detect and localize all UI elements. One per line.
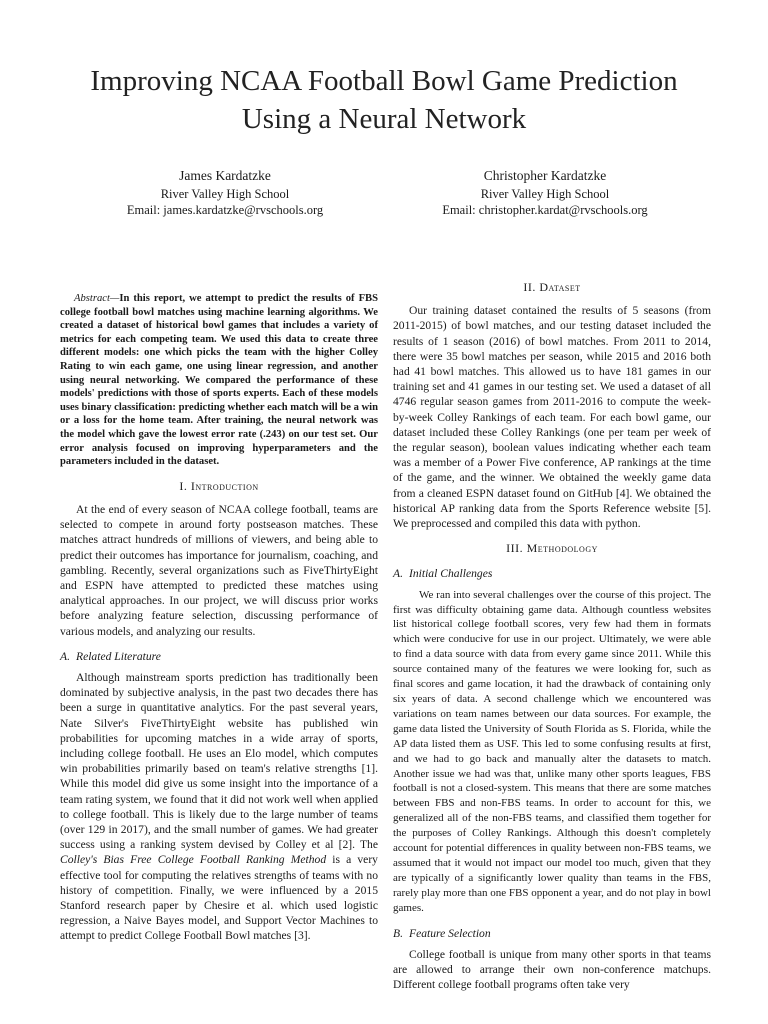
- author-email: Email: james.kardatzke@rvschools.org: [126, 203, 324, 217]
- subsection-heading-related-literature: [60, 649, 378, 664]
- section-heading-introduction: I. Introduction: [179, 478, 259, 493]
- author-1: [100, 168, 350, 218]
- section-heading-dataset: II. Dataset: [523, 280, 581, 294]
- initial-challenges-paragraph: We ran into several challenges over the course of this project. The first was difficulty obtaining game data. Although countless websites list historical college football scores, very few had them in formats which were conducive for use in our project. Ultimately, we were able to find a data source with data from every game since 2011. While this source contained many of the features we were looking for, such as final scores and game location, it had the drawback of containing only six years of data. A second challenge which we encountered was variations on team names between our data sources. For example, the game data listed the University of South Florida as S. Florida, while the AP data listed them as USF. This led to some confusing results at first, and we had to go back and manually alter the datasets to match. Another issue we had was that, unlike many other sports leagues, FBS football is not a closed-system. This means that there are some matches between FBS and non-FBS teams. In order to account for this, we generalized all of the non-FBS teams, and classified them together for the purposes of Colley Rankings. Although this doesn't completely account for potential differences in quality between non-FBS teams, we assumed that it would not impact our model too much, given that they are typically of a significantly lower quality than teams in the FBS, rarely play more than one FBS opponent a year, and do not play in bowl games.: [393, 588, 711, 914]
- section-heading-methodology: III. Methodology: [506, 541, 598, 556]
- title-line-1: Improving NCAA Football Bowl Game Prediction: [90, 65, 678, 97]
- author-email: Email: christopher.kardat@rvschools.org: [442, 203, 648, 217]
- abstract: [60, 292, 378, 469]
- abstract-text: In this report, we attempt to predict the results of FBS college football bowl matches using machine learning algorithms. We created a dataset of historical bowl games that includes a variety of metrics for each competing team. We used this data to create three different models: one which picks the team with the higher Colley Rating to win each game, one using linear regression, and another using neural networking. We compared the performance of these models' predictions with those of sports experts. Each of these models uses binary classification: predicting whether each match will be a win or a loss for the home team. After training, the neural network was the model which gave the lowest error rate (.243) on our test set. Our error analysis focused on improving hyperparameters and the parameters included in the dataset.: [60, 293, 379, 468]
- author-name: Christopher Kardatzke: [483, 168, 607, 183]
- author-affiliation: River Valley High School: [160, 187, 290, 201]
- paper-title: [40, 62, 728, 138]
- author-2: [420, 168, 670, 218]
- subsection-title: Related Literature: [75, 649, 161, 663]
- related-text-part-1: Although mainstream sports prediction has traditionally been dominated by subjective analysis, in the past two decades there has been a surge in quantitative analytics. For the past several years, Nate Silver's FiveThirtyEight website has published win probabilities for upcoming matches in a wide array of sports, including college football. He uses an Elo model, which computes win probabilities primarily based on team's relative strengths [1]. While this model did give us some insight into the importance of a team rating system, we found that it did not work well when applied to college football. This is likely due to the large number of teams (over 129 in 2017), and the small number of games. We had greater success using a ranking system devised by Colley et al [2]. The: [60, 670, 378, 852]
- subsection-title: Feature Selection: [408, 926, 491, 940]
- subsection-letter: A.: [393, 567, 403, 581]
- related-text-part-2: is a very effective tool for computing the relatives strengths of teams with no history of competition. Finally, we were influenced by a 2015 Stanford research paper by Chesire et al. which used logistic regression, a Naive Bayes model, and Support Vector Machines to attempt to predict College Football Bowl matches [3].: [60, 853, 378, 943]
- related-literature-paragraph: [60, 670, 378, 944]
- subsection-letter: B.: [393, 926, 403, 940]
- introduction-paragraph: At the end of every season of NCAA college football, teams are selected to compete in around forty postseason matches. These matches attract hundreds of millions of viewers, and being able to predict their outcomes has importance for journalism, coaching, and gambling. Recently, several organizations such as FiveThirtyEight and ESPN have attempted to predicted these matches using analytical approaches. In our project, we will discuss prior works before analyzing feature selection, discussing performance of various models, and analyzing our results.: [60, 502, 378, 638]
- title-line-2: Using a Neural Network: [241, 103, 527, 135]
- left-column: [60, 292, 378, 944]
- subsection-heading-feature-selection: [393, 926, 711, 941]
- right-column: [393, 280, 711, 992]
- subsection-letter: A.: [60, 649, 70, 663]
- abstract-label: Abstract—: [74, 293, 120, 304]
- related-italic-title: Colley's Bias Free College Football Ranking Method: [60, 853, 327, 867]
- feature-selection-paragraph: College football is unique from many other sports in that teams are allowed to arrange their own non-conference matchups. Different college football programs often take very: [393, 947, 711, 992]
- author-affiliation: River Valley High School: [480, 187, 610, 201]
- subsection-title: Initial Challenges: [408, 567, 493, 581]
- subsection-heading-initial-challenges: [393, 566, 711, 581]
- dataset-paragraph: Our training dataset contained the results of 5 seasons (from 2011-2015) of bowl matches, and our testing dataset included the results of 1 season (2016) of bowl matches. From 2011 to 2014, there were 35 bowl matches per season, while 2015 and 2016 both had 41 bowl matches. This allowed us to have 181 games in our training set and 41 games in our testing set. We used a dataset of all 4746 regular season games from 2011-2016 to compute the week-by-week Colley Rankings of each team. For each bowl game, our dataset included these Colley Rankings (one per team per week of the regular season), boolean values indicating whether each team was a member of a Power Five conference, AP rankings at the time of the game, and the winner. We obtained the weekly game data from a cleaned ESPN dataset found on GitHub [4]. We obtained the historical AP ranking data from the Sports Reference website [5]. We preprocessed and compiled this data with python.: [393, 304, 711, 531]
- author-name: James Kardatzke: [179, 168, 271, 183]
